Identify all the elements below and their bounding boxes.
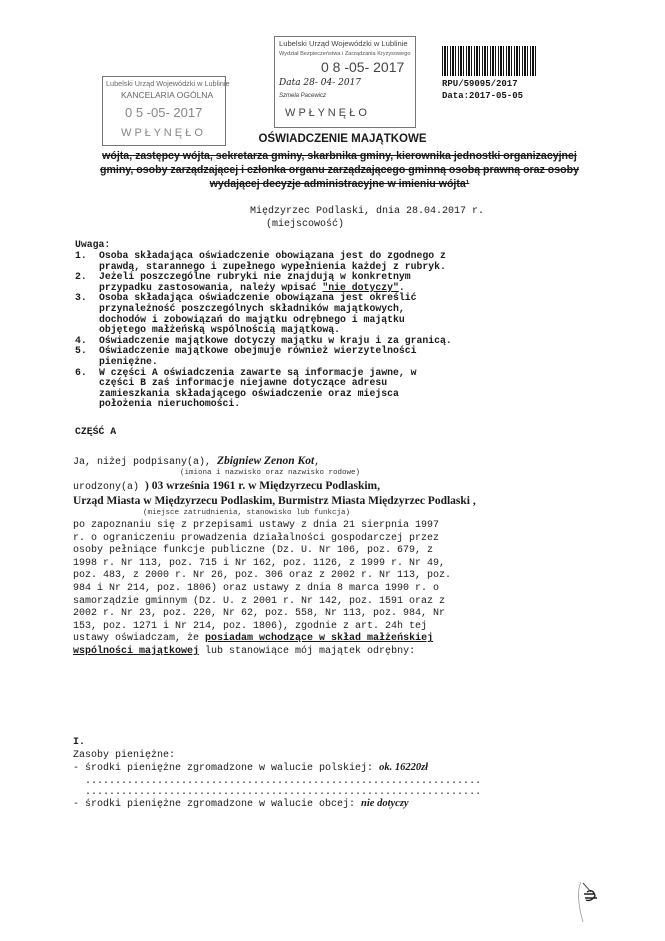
name-caption: (imiona i nazwisko oraz nazwisko rodowe)	[180, 469, 361, 477]
part-a-heading: CZĘŚĆ A	[75, 426, 117, 437]
pln-value: ok. 16220zł	[379, 762, 429, 774]
nie-dotyczy-emphasis: "nie dotyczy"	[322, 281, 399, 293]
stamp-received: W P Ł Y N Ę Ł O	[121, 127, 203, 139]
document-title: OŚWIADCZENIE MAJĄTKOWE	[258, 133, 427, 145]
stamp-received: W P Ł Y N Ę Ł O	[285, 107, 367, 119]
barcode-date: Data:2017-05-05	[442, 91, 524, 101]
employment-caption: (miejsce zatrudnienia, stanowisko lub funkcja)	[143, 509, 351, 517]
legal-paragraph: po zapoznaniu się z przepisami ustawy z dnia 21 sierpnia 1997 r. o ograniczeniu prowadzenia działalności gospodarczej przez osoby pełniące funkcje publiczne (Dz. U. Nr 106, poz. 679, z 1998 r. Nr 113, poz. 715 i Nr 162, poz. 1126, z 1999 r. Nr 49, poz. 483, z 2000 r. Nr 26, poz. 306 oraz z 2002 r. Nr 113, poz. 984 i Nr 214, poz. 1806) oraz ustawy z dnia 8 marca 1990 r. o samorządzie gminnym (Dz. U. z 2001 r. Nr 142, poz. 1591 oraz z 2002 r. Nr 23, poz. 220, Nr 62, poz. 558, Nr 113, poz. 984, Nr 153, poz. 1271 i Nr 214, poz. 1806), zgodnie z art. 24h tej ustawy oświadczam, że posiadam wchodzące w skład małżeńskiej wspólności majątkowej lub stanowiące mój majątek odrębny:	[73, 520, 452, 657]
declarant-name: Zbigniew Zenon Kot	[217, 455, 315, 467]
notes-heading: Uwaga:	[75, 239, 111, 250]
section-money: I. Zasoby pieniężne: - środki pieniężne zgromadzone w walucie polskiej: ok. 16220zł .................................................................. .................................................................. - środki pieniężne zgromadzone w walucie obcej: nie dotyczy	[73, 737, 482, 810]
note-item: 5. Oświadczenie majątkowe obejmuje również wierzytelności	[75, 345, 417, 357]
employment-value: Urząd Miasta w Międzyrzecu Podlaskim, Burmistrz Miasta Międzyrzec Podlaski ,	[73, 495, 476, 507]
dotted-line: ..................................................................	[85, 775, 482, 787]
center-received-stamp	[274, 36, 416, 128]
struck-role-line-2: gminy, osoby zarządzającej i członka organu zarządzającego gminną osobą prawną oraz osoby	[100, 164, 579, 176]
foreign-value: nie dotyczy	[361, 797, 409, 809]
handwritten-note: Szmela Pacewicz	[279, 93, 327, 99]
signature-initials-mark	[575, 880, 605, 925]
notes-list: 1. Osoba składająca oświadczenie obowiązana jest do zgodnego z prawdą, starannego i zupełnego wypełnienia każdej z rubryk. 2. Jeżeli poszczególne rubryki nie znajdują w konkretnym przypadku zastosowania, należy wpisać "nie dotyczy". 3. Osoba składająca oświadczenie obowiązana jest określić przynależność poszczególnych składników majątkowych, dochodów i zobowiązań do majątku odrębnego i majątku objętego małżeńską wspólnością majątkową. 4. Oświadczenie majątkowe dotyczy majątku w kraju i za granicą. 5. Oświadczenie majątkowe obejmuje również wierzytelności pieniężne. 6. W części A oświadczenia zawarte są informacje jawne, w części B zaś informacje niejawne dotyczące adresu zamieszkania składającego oświadczenie oraz miejsca położenia nieruchomości.	[75, 250, 452, 410]
stamp-office: Lubelski Urząd Wojewódzki w Lublinie	[106, 79, 230, 88]
place-date: Międzyrzec Podlaski, dnia 28.04.2017 r.	[250, 206, 485, 217]
birth-value: ) 03 września 1961 r. w Międzyrzecu Podlaskim,	[145, 480, 380, 492]
struck-role-line-3: wydającej decyzje administracyjne w imieniu wójta¹	[209, 178, 470, 190]
stamp-date: 0 5 -05- 2017	[125, 105, 203, 120]
note-item: 3. Osoba składająca oświadczenie obowiązana jest określić	[75, 292, 417, 304]
birth-line: urodzony(a) ) 03 września 1961 r. w Międzyrzecu Podlaskim,	[73, 480, 380, 493]
stamp-office: Lubelski Urząd Wojewódzki w Lublinie	[279, 39, 408, 48]
section-numeral: I.	[73, 737, 86, 748]
stamp-department: KANCELARIA OGÓLNA	[121, 90, 214, 100]
struck-role-line-1: wójta, zastępcy wójta, sekretarza gminy, skarbnika gminy, kierownika jednostki organizacyjnej	[102, 150, 577, 162]
note-item: 6. W części A oświadczenia zawarte są informacje jawne, w	[75, 366, 417, 378]
barcode-number: RPU/59095/2017	[442, 79, 518, 89]
barcode	[442, 46, 537, 76]
stamp-date: 0 8 -05- 2017	[321, 59, 405, 75]
declarant-line: Ja, niżej podpisany(a), Zbigniew Zenon Kot,	[73, 455, 321, 468]
note-item: 4. Oświadczenie majątkowe dotyczy majątku w kraju i za granicą.	[75, 334, 452, 346]
handwritten-date: Data 28- 04- 2017	[279, 78, 362, 88]
stamp-department: Wydział Bezpieczeństwa i Zarządzania Kryzysowego	[279, 51, 411, 57]
section-heading: Zasoby pieniężne:	[73, 749, 176, 761]
marital-property-emphasis: posiadam wchodzące w skład małżeńskiej	[205, 633, 434, 645]
note-item: 2. Jeżeli poszczególne rubryki nie znajdują w konkretnym	[75, 271, 411, 283]
place-caption: (miejscowość)	[266, 219, 345, 230]
marital-property-emphasis-2: wspólności majątkowej	[73, 645, 200, 657]
dotted-line: ..................................................................	[85, 786, 482, 798]
note-item: 1. Osoba składająca oświadczenie obowiązana jest do zgodnego z	[75, 250, 446, 261]
